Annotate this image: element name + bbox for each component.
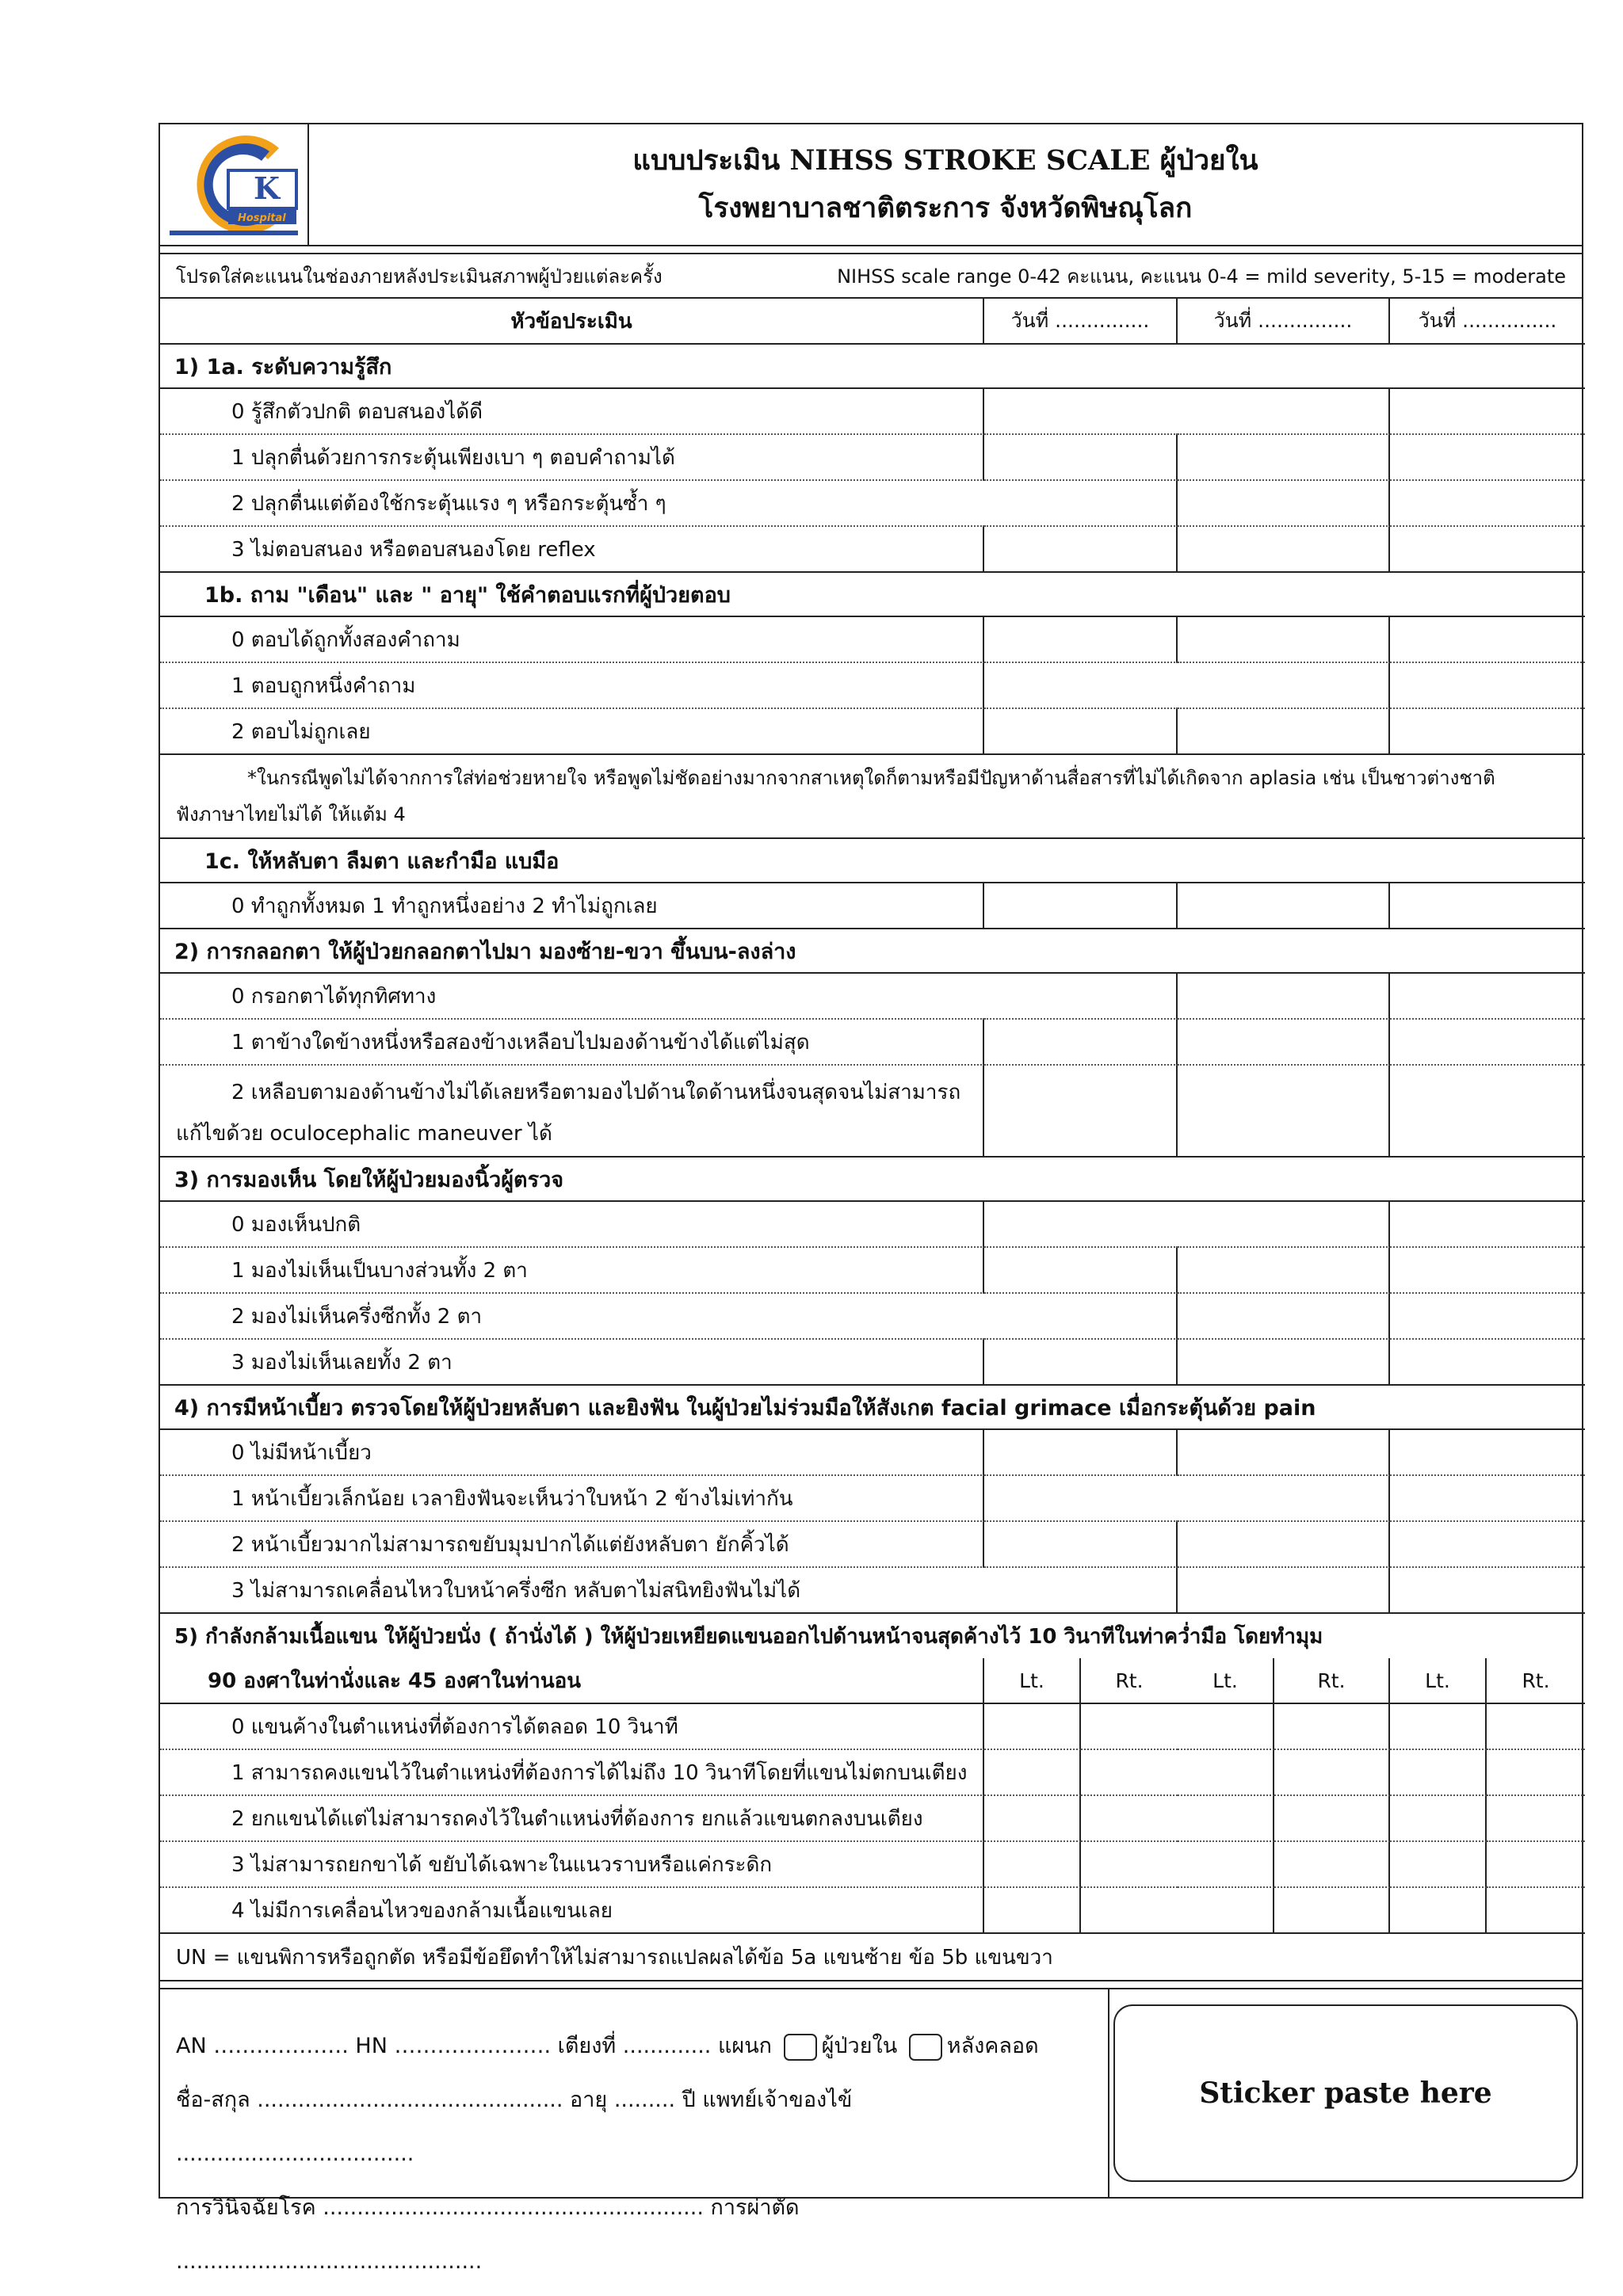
postpartum-label: หลังคลอด (946, 2034, 1039, 2058)
item-2-2 (160, 1066, 984, 1158)
score-cell[interactable] (1390, 1430, 1585, 1476)
item-5-1: 1 สามารถคงแขนไว้ในตำแหน่งที่ต้องการได้ไม่ถึง 10 วินาทีโดยที่แขนไม่ตกบนเตียง (160, 1750, 984, 1796)
score-cell[interactable] (1390, 527, 1585, 573)
score-cell[interactable] (984, 1020, 1178, 1066)
score-cell[interactable] (1390, 1020, 1585, 1066)
logo-letter: K (254, 170, 281, 206)
inpatient-checkbox[interactable] (784, 2034, 817, 2061)
nihss-form (158, 123, 1583, 2274)
score-cell[interactable] (1390, 1750, 1487, 1796)
score-cell[interactable] (1178, 1750, 1274, 1796)
score-cell[interactable] (984, 389, 1178, 435)
patient-line-2[interactable]: ชื่อ-สกุล ............................................. อายุ ......... ปี แพทย์เจ้าของไข้ ................................... (176, 2088, 853, 2166)
item-1b-2: 2 ตอบไม่ถูกเลย (160, 709, 984, 755)
score-cell[interactable] (1178, 883, 1390, 929)
score-cell[interactable] (1081, 1750, 1178, 1796)
sticker-area (1109, 1989, 1582, 2197)
score-cell[interactable] (984, 1704, 1081, 1750)
score-cell[interactable] (1274, 1888, 1390, 1934)
score-cell[interactable] (1390, 663, 1585, 709)
patient-info (160, 1989, 1109, 2274)
item-3-2: 2 มองไม่เห็นครึ่งซีกทั้ง 2 ตา (160, 1294, 984, 1340)
column-header-date-3: วันที่ ............... (1390, 299, 1585, 345)
item-1a-3: 3 ไม่ตอบสนอง หรือตอบสนองโดย reflex (160, 527, 984, 573)
patient-info-footer (160, 1989, 1582, 2274)
score-cell[interactable] (984, 1340, 1178, 1386)
score-cell[interactable] (1081, 1704, 1178, 1750)
score-cell[interactable] (1390, 1568, 1585, 1614)
title-line-1: แบบประเมิน NIHSS STROKE SCALE ผู้ป่วยใน (632, 144, 1258, 177)
score-cell[interactable] (1274, 1750, 1390, 1796)
section-2-title: 2) การกลอกตา ให้ผู้ป่วยกลอกตาไปมา มองซ้าย-ขวา ขึ้นบน-ลงล่าง (160, 929, 1585, 974)
logo-text: Hospital (238, 212, 286, 224)
score-cell[interactable] (1178, 1842, 1274, 1888)
divider (160, 246, 1582, 254)
score-cell[interactable] (1178, 663, 1390, 709)
item-4-3: 3 ไม่สามารถเคลื่อนไหวใบหน้าครึ่งซีก หลับตาไม่สนิทยิงฟันไม่ได้ (160, 1568, 984, 1614)
side-header-left: Lt. (984, 1658, 1081, 1704)
score-cell[interactable] (984, 527, 1178, 573)
logo-icon (160, 124, 307, 245)
score-cell[interactable] (1178, 1020, 1390, 1066)
score-cell[interactable] (1390, 883, 1585, 929)
score-cell[interactable] (984, 663, 1178, 709)
score-cell[interactable] (1487, 1704, 1585, 1750)
instructions-text: โปรดใส่คะแนนในช่องภายหลังประเมินสภาพผู้ป่วยแต่ละครั้ง (176, 265, 663, 288)
section-3-title: 3) การมองเห็น โดยให้ผู้ป่วยมองนิ้วผู้ตรวจ (160, 1158, 1585, 1202)
score-cell[interactable] (1487, 1796, 1585, 1842)
score-cell[interactable] (1390, 1842, 1487, 1888)
score-cell[interactable] (1178, 974, 1390, 1020)
score-cell[interactable] (1178, 1476, 1390, 1522)
hospital-logo (160, 124, 309, 245)
item-1a-1: 1 ปลุกตื่นด้วยการกระตุ้นเพียงเบา ๆ ตอบคำถามได้ (160, 435, 984, 481)
section-1c-title: 1c. ให้หลับตา ลืมตา และกำมือ แบมือ (160, 839, 1585, 883)
side-header-right: Rt. (1081, 1658, 1178, 1704)
score-cell[interactable] (1390, 1248, 1585, 1294)
divider (160, 1980, 1582, 1989)
section-4-title: 4) การมีหน้าเบี้ยว ตรวจโดยให้ผู้ป่วยหลับตา และยิงฟัน ในผู้ป่วยไม่ร่วมมือให้สังเกต facial grimace เมื่อกระตุ้นด้วย pain (160, 1386, 1585, 1430)
score-cell[interactable] (1178, 389, 1390, 435)
score-cell[interactable] (1390, 1704, 1487, 1750)
score-cell[interactable] (1178, 1704, 1274, 1750)
item-5-4: 4 ไม่มีการเคลื่อนไหวของกล้ามเนื้อแขนเลย (160, 1888, 984, 1934)
inpatient-label: ผู้ป่วยใน (821, 2034, 898, 2058)
score-cell[interactable] (1390, 617, 1585, 663)
form-header (160, 124, 1582, 246)
score-cell[interactable] (1487, 1842, 1585, 1888)
patient-line-3[interactable]: การวินิจฉัยโรค ........................................................ การผ่าตัด ............................................. (176, 2195, 800, 2274)
item-1a-2: 2 ปลุกตื่นแต่ต้องใช้กระตุ้นแรง ๆ หรือกระตุ้นซ้ำ ๆ (160, 481, 984, 527)
score-cell[interactable] (984, 617, 1178, 663)
section-1b-note (160, 755, 1585, 839)
score-cell[interactable] (984, 1248, 1178, 1294)
item-4-1: 1 หน้าเบี้ยวเล็กน้อย เวลายิงฟันจะเห็นว่าใบหน้า 2 ข้างไม่เท่ากัน (160, 1476, 984, 1522)
postpartum-checkbox[interactable] (909, 2034, 942, 2061)
score-cell[interactable] (1178, 1568, 1390, 1614)
score-cell[interactable] (1178, 1522, 1390, 1568)
score-cell[interactable] (1178, 1796, 1274, 1842)
score-cell[interactable] (1178, 1202, 1390, 1248)
score-cell[interactable] (1178, 527, 1390, 573)
item-4-0: 0 ไม่มีหน้าเบี้ยว (160, 1430, 984, 1476)
score-cell[interactable] (984, 435, 1178, 481)
column-header-date-1: วันที่ ............... (984, 299, 1178, 345)
score-cell[interactable] (1178, 1066, 1390, 1158)
score-cell[interactable] (984, 883, 1178, 929)
assessment-table (160, 299, 1582, 1980)
score-cell[interactable] (1274, 1704, 1390, 1750)
score-cell[interactable] (984, 481, 1178, 527)
score-cell[interactable] (1390, 974, 1585, 1020)
score-cell[interactable] (984, 1522, 1178, 1568)
item-1c-0: 0 ทำถูกทั้งหมด 1 ทำถูกหนึ่งอย่าง 2 ทำไม่ถูกเลย (160, 883, 984, 929)
score-cell[interactable] (1178, 1248, 1390, 1294)
patient-line-1 (176, 2019, 1092, 2073)
score-cell[interactable] (1081, 1888, 1178, 1934)
column-header-date-2: วันที่ ............... (1178, 299, 1390, 345)
score-cell[interactable] (1178, 1294, 1390, 1340)
section-5-note: UN = แขนพิการหรือถูกตัด หรือมีข้อยึดทำให้ไม่สามารถแปลผลได้ข้อ 5a แขนซ้าย ข้อ 5b แขนขวา (176, 1945, 1053, 1970)
score-cell[interactable] (1390, 1888, 1487, 1934)
score-cell[interactable] (984, 1066, 1178, 1158)
score-cell[interactable] (1390, 1202, 1585, 1248)
section-5-title-2: 90 องศาในท่านั่งและ 45 องศาในท่านอน (160, 1658, 984, 1704)
score-cell[interactable] (984, 1294, 1178, 1340)
score-cell[interactable] (1081, 1796, 1178, 1842)
score-cell[interactable] (1178, 1888, 1274, 1934)
score-cell[interactable] (1390, 1340, 1585, 1386)
score-cell[interactable] (984, 1842, 1081, 1888)
side-header-right: Rt. (1274, 1658, 1390, 1704)
title-line-2: โรงพยาบาลชาติตระการ จังหวัดพิษณุโลก (698, 192, 1193, 224)
item-2-2-line-1: 2 เหลือบตามองด้านข้างไม่ได้เลยหรือตามองไปด้านใดด้านหนึ่งจนสุดจนไม่สามารถ (231, 1081, 961, 1104)
score-cell[interactable] (1178, 1430, 1390, 1476)
score-cell[interactable] (984, 1476, 1178, 1522)
score-cell[interactable] (1487, 1888, 1585, 1934)
item-3-0: 0 มองเห็นปกติ (160, 1202, 984, 1248)
score-cell[interactable] (1178, 617, 1390, 663)
score-cell[interactable] (1081, 1842, 1178, 1888)
side-header-right: Rt. (1487, 1658, 1585, 1704)
an-hn-bed-field[interactable]: AN ………………. HN …………………. เตียงที่ ............. แผนก (176, 2034, 772, 2058)
sticker-box: Sticker paste here (1113, 2004, 1578, 2182)
scale-range-text: NIHSS scale range 0-42 คะแนน, คะแนน 0-4 = mild severity, 5-15 = moderate (837, 265, 1566, 288)
item-2-0: 0 กรอกตาได้ทุกทิศทาง (160, 974, 984, 1020)
score-cell[interactable] (1390, 709, 1585, 755)
item-3-3: 3 มองไม่เห็นเลยทั้ง 2 ตา (160, 1340, 984, 1386)
score-cell[interactable] (1178, 709, 1390, 755)
section-1b-title: 1b. ถาม "เดือน" และ " อายุ" ใช้คำตอบแรกที่ผู้ป่วยตอบ (160, 573, 1585, 617)
section-5-title: 5) กำลังกล้ามเนื้อแขน ให้ผู้ป่วยนั่ง ( ถ้านั่งได้ ) ให้ผู้ป่วยเหยียดแขนออกไปด้านหน้าจนสุดค้างไว้ 10 วินาทีในท่าคว่ำมือ โดยทำมุม (174, 1624, 1323, 1649)
score-cell[interactable] (1274, 1796, 1390, 1842)
item-1a-0: 0 รู้สึกตัวปกติ ตอบสนองได้ดี (160, 389, 984, 435)
column-header-topic: หัวข้อประเมิน (160, 299, 984, 345)
score-cell[interactable] (1178, 1340, 1390, 1386)
score-cell[interactable] (1390, 1066, 1585, 1158)
score-cell[interactable] (984, 1796, 1081, 1842)
item-5-2: 2 ยกแขนได้แต่ไม่สามารถคงไว้ในตำแหน่งที่ต้องการ ยกแล้วแขนตกลงบนเตียง (160, 1796, 984, 1842)
score-cell[interactable] (1274, 1842, 1390, 1888)
item-1b-0: 0 ตอบได้ถูกทั้งสองคำถาม (160, 617, 984, 663)
instructions-row (160, 254, 1582, 299)
section-1a-title: 1) 1a. ระดับความรู้สึก (160, 345, 1585, 389)
score-cell[interactable] (984, 709, 1178, 755)
score-cell[interactable] (984, 1568, 1178, 1614)
item-2-1: 1 ตาข้างใดข้างหนึ่งหรือสองข้างเหลือบไปมองด้านข้างได้แต่ไม่สุด (160, 1020, 984, 1066)
score-cell[interactable] (1390, 481, 1585, 527)
score-cell[interactable] (1390, 435, 1585, 481)
item-4-2: 2 หน้าเบี้ยวมากไม่สามารถขยับมุมปากได้แต่ยังหลับตา ยักคิ้วได้ (160, 1522, 984, 1568)
score-cell[interactable] (984, 1430, 1178, 1476)
score-cell[interactable] (984, 1750, 1081, 1796)
item-5-0: 0 แขนค้างในตำแหน่งที่ต้องการได้ตลอด 10 วินาที (160, 1704, 984, 1750)
score-cell[interactable] (984, 1202, 1178, 1248)
score-cell[interactable] (984, 1888, 1081, 1934)
score-cell[interactable] (984, 974, 1178, 1020)
score-cell[interactable] (1390, 1476, 1585, 1522)
side-header-left: Lt. (1390, 1658, 1487, 1704)
item-5-3: 3 ไม่สามารถยกขาได้ ขยับได้เฉพาะในแนวราบหรือแค่กระดิก (160, 1842, 984, 1888)
score-cell[interactable] (1487, 1750, 1585, 1796)
score-cell[interactable] (1390, 1294, 1585, 1340)
note-line-2: ฟังภาษาไทยไม่ได้ ให้แต้ม 4 (176, 803, 406, 826)
score-cell[interactable] (1390, 1796, 1487, 1842)
score-cell[interactable] (1390, 389, 1585, 435)
score-cell[interactable] (1178, 481, 1390, 527)
score-cell[interactable] (1178, 435, 1390, 481)
form-title (309, 124, 1582, 245)
note-line-1: *ในกรณีพูดไม่ได้จากการใส่ท่อช่วยหายใจ หรือพูดไม่ชัดอย่างมากจากสาเหตุใดก็ตามหรือมีปัญหาด้านสื่อสารที่ไม่ได้เกิดจาก aplasia เช่น เป็นชาวต่างชาติ (247, 767, 1495, 789)
side-header-left: Lt. (1178, 1658, 1274, 1704)
item-2-2-line-2: แก้ไขด้วย oculocephalic maneuver ได้ (176, 1122, 552, 1146)
score-cell[interactable] (1390, 1522, 1585, 1568)
item-1b-1: 1 ตอบถูกหนึ่งคำถาม (160, 663, 984, 709)
item-3-1: 1 มองไม่เห็นเป็นบางส่วนทั้ง 2 ตา (160, 1248, 984, 1294)
